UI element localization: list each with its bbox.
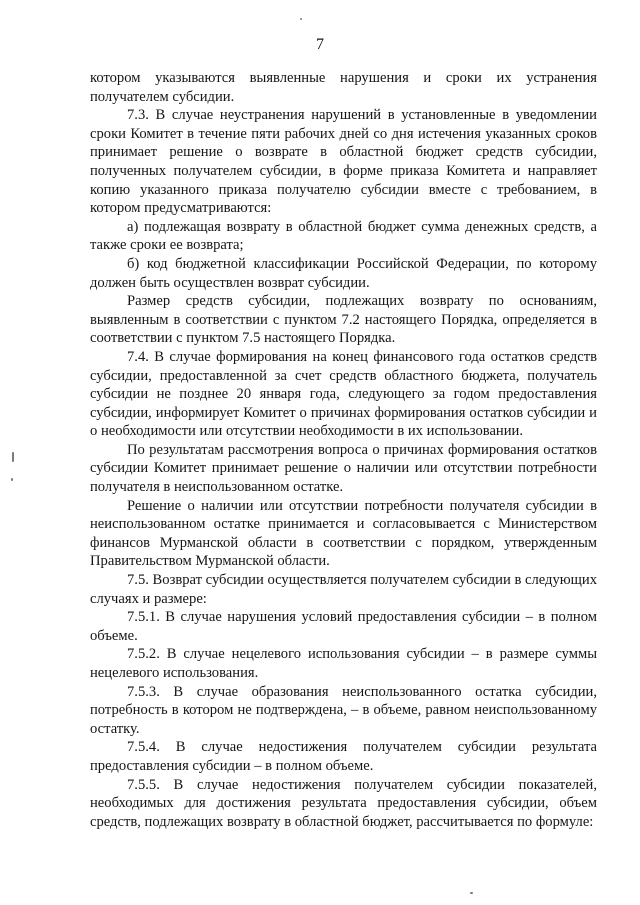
paragraph-7-5-4: 7.5.4. В случае недостижения получателем субсидии результата предоставления субсидии – в полном объеме.	[90, 739, 597, 774]
paragraph-continuation: котором указываются выявленные нарушения и сроки их устранения получателем субсидии.	[90, 70, 597, 105]
paragraph-decision: Решение о наличии или отсутствии потребности получателя субсидии в неиспользованном остатке принимается и согласовывается с Министерством финансов Мурманской области в соответствии с порядком, утвержденным Правительством Мурманской области.	[90, 497, 597, 570]
paragraph-7-5-2: 7.5.2. В случае нецелевого использования субсидии – в размере суммы нецелевого использования.	[90, 646, 597, 681]
paragraph-review-results: По результатам рассмотрения вопроса о причинах формирования остатков субсидии Комитет принимает решение о наличии или отсутствии потребности получателя в неиспользованном остатке.	[90, 441, 597, 496]
paragraph-7-3-a: а) подлежащая возврату в областной бюджет сумма денежных средств, а также сроки ее возврата;	[90, 218, 597, 254]
document-body	[90, 69, 597, 831]
paragraph-7-4: 7.4. В случае формирования на конец финансового года остатков средств субсидии, предоставленной за счет средств областного бюджета, получатель субсидии не позднее 20 января года, следующего за годом предоставления субсидии, информирует Комитет о причинах формирования остатков субсидии и о необходимости или отсутствии необходимости в их использовании.	[90, 348, 597, 440]
scan-speck	[12, 452, 14, 462]
scan-speck	[470, 892, 473, 894]
paragraph-7-5: 7.5. Возврат субсидии осуществляется получателем субсидии в следующих случаях и размере:	[90, 572, 597, 607]
paragraph-7-5-5: 7.5.5. В случае недостижения получателем субсидии показателей, необходимых для достижения результата предоставления субсидии, объем средств, подлежащих возврату в областной бюджет, рассчитывается по формуле:	[90, 776, 597, 830]
paragraph-7-3: 7.3. В случае неустранения нарушений в установленные в уведомлении сроки Комитет в течение пяти рабочих дней со дня истечения указанных сроков принимает решение о возврате в областной бюджет средств субсидии, полученных получателем субсидии, в форме приказа Комитета и направляет копию указанного приказа получателю субсидии вместе с требованием, в котором предусматриваются:	[90, 107, 597, 217]
paragraph-7-5-3: 7.5.3. В случае образования неиспользованного остатка субсидии, потребность в котором не подтверждена, – в объеме, равном неиспользованному остатку.	[90, 683, 597, 737]
paragraph-7-5-1: 7.5.1. В случае нарушения условий предоставления субсидии – в полном объеме.	[90, 609, 597, 644]
paragraph-7-3-b: б) код бюджетной классификации Российской Федерации, по которому должен быть осуществлен возврат субсидии.	[90, 255, 597, 291]
scan-speck	[11, 478, 13, 481]
scan-speck	[300, 18, 302, 20]
paragraph-refund-size: Размер средств субсидии, подлежащих возврату по основаниям, выявленным в соответствии с пунктом 7.2 настоящего Порядка, определяется в соответствии с пунктом 7.5 настоящего Порядка.	[90, 293, 597, 347]
page-number: 7	[316, 36, 324, 53]
